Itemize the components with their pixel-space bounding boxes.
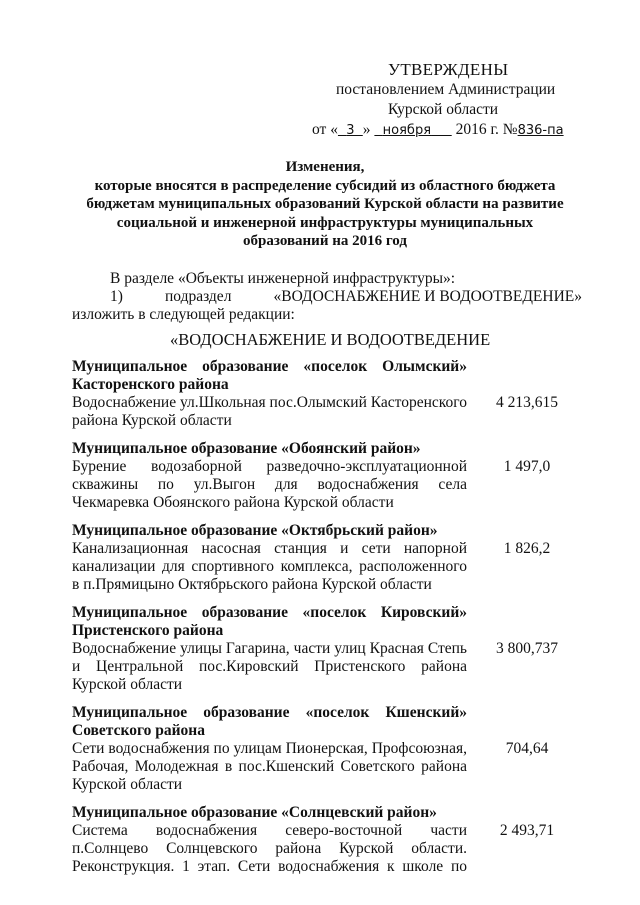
list-item — [72, 522, 592, 594]
approval-month: ноября — [382, 123, 432, 138]
approved-region: Курской области — [388, 101, 499, 118]
list-item — [72, 704, 592, 794]
entry-description: Водоснабжение ул.Школьная пос.Олымский Касторенского района Курской области — [72, 394, 467, 429]
list-item — [72, 440, 592, 512]
approval-day: 3 — [346, 123, 355, 138]
list-item — [72, 358, 592, 430]
approval-number: 836-па — [517, 123, 564, 138]
entries-list — [72, 358, 592, 886]
approval-date-line: от « 3 » ноября 2016 г. №836-па — [312, 121, 564, 138]
entry-amount: 1 497,0 — [503, 458, 551, 475]
list-item — [72, 604, 592, 694]
document-title: Изменения, которые вносятся в распределение субсидий из областного бюджета бюджетам муниципальных образований Курской области на развитие социальной и инженерной инфраструктуры муниципальных образований на 2016 год — [86, 159, 564, 249]
approval-block — [300, 60, 600, 141]
entry-amount: 2 493,71 — [499, 822, 555, 839]
entry-amount: 4 213,615 — [496, 394, 558, 411]
approved-by: постановлением Администрации — [336, 81, 556, 98]
intro-text: В разделе «Объекты инженерной инфраструктуры»: 1) подраздел «ВОДОСНАБЖЕНИЕ И ВОДООТВЕДЕНИЕ» изложить в следующей редакции: — [72, 270, 582, 323]
entry-title: Муниципальное образование «поселок Кировский» Пристенского района — [72, 604, 467, 639]
entry-description: Бурение водозаборной разведочно-эксплуатационной скважины по ул.Выгон для водоснабжения села Чекмаревка Обоянского района Курской области — [72, 458, 467, 511]
list-item — [72, 804, 592, 876]
entry-description: Водоснабжение улицы Гагарина, части улиц Красная Степь и Центральной пос.Кировский Пристенского района Курской области — [72, 640, 467, 693]
section-heading: «ВОДОСНАБЖЕНИЕ И ВОДООТВЕДЕНИЕ — [170, 330, 491, 349]
entry-amount: 1 826,2 — [503, 540, 551, 557]
entry-title: Муниципальное образование «Обоянский район» — [72, 440, 421, 457]
entry-title: Муниципальное образование «поселок Олымский» Касторенского района — [72, 358, 467, 393]
approved-heading: УТВЕРЖДЕНЫ — [388, 60, 509, 79]
entry-amount: 704,64 — [505, 740, 549, 757]
entry-description: Система водоснабжения северо-восточной части п.Солнцево Солнцевского района Курской области. Реконструкция. 1 этап. Сети водоснабжения к школе по — [72, 822, 467, 875]
entry-description: Канализационная насосная станция и сети напорной канализации для спортивного комплекса, расположенного в п.Прямицыно Октябрьского района Курской области — [72, 540, 467, 593]
entry-title: Муниципальное образование «Октябрьский район» — [72, 522, 438, 539]
entry-description: Сети водоснабжения по улицам Пионерская, Профсоюзная, Рабочая, Молодежная в пос.Кшенский Советского района Курской области — [72, 740, 467, 793]
entry-title: Муниципальное образование «Солнцевский район» — [72, 804, 437, 821]
entry-title: Муниципальное образование «поселок Кшенский» Советского района — [72, 704, 467, 739]
entry-amount: 3 800,737 — [496, 640, 558, 657]
